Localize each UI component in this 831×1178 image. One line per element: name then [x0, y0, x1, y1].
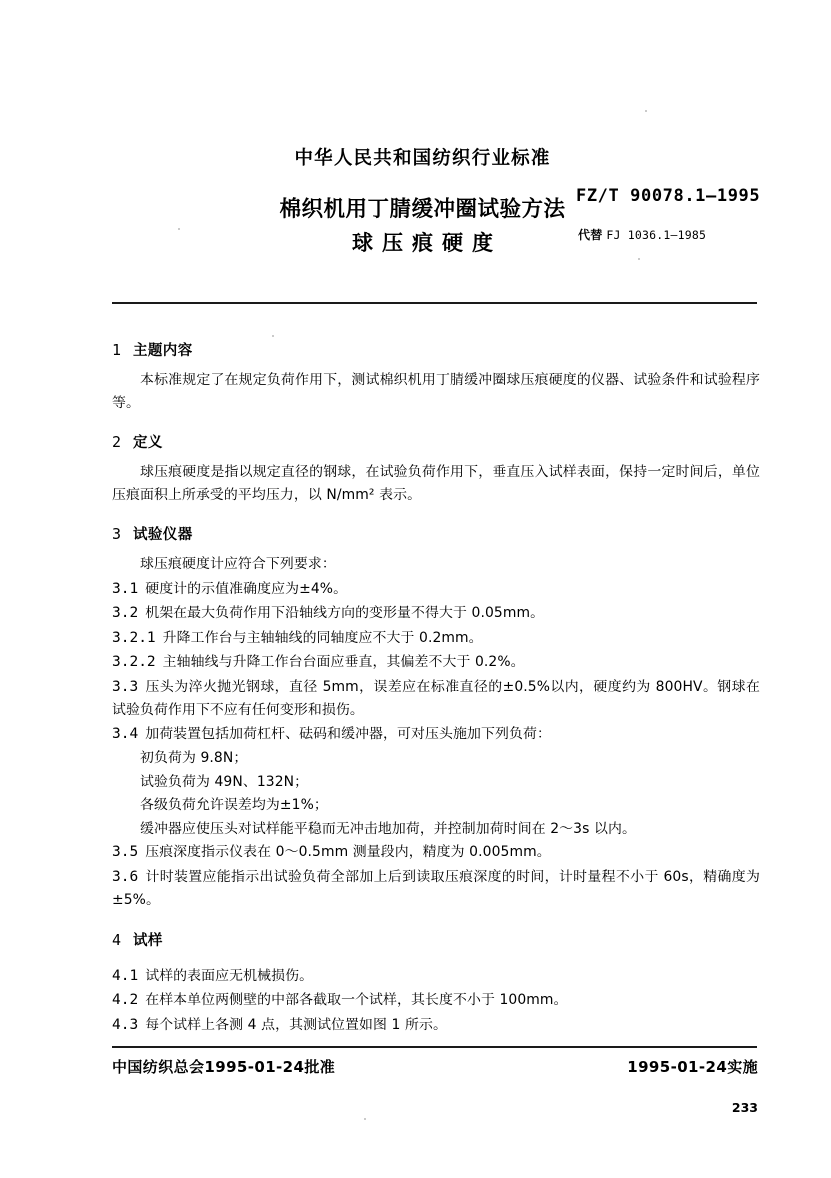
section-number: 2 — [112, 433, 122, 452]
clause-3-2-2 — [112, 651, 760, 674]
clause-number: 3.1 — [112, 580, 139, 597]
clause-number: 3.6 — [112, 868, 139, 885]
clause-number: 4.3 — [112, 1016, 139, 1033]
clause-number: 3.4 — [112, 725, 139, 742]
clause-3-4-item: 试验负荷为 49N、132N； — [140, 773, 309, 790]
header-divider — [112, 302, 757, 304]
section-title: 试样 — [133, 932, 163, 949]
section-2-paragraph: 球压痕硬度是指以规定直径的钢球，在试验负荷作用下，垂直压入试样表面，保持一定时间后，单位压痕面积上所承受的平均压力，以 N/mm² 表示。 — [112, 464, 760, 503]
clause-number: 3.5 — [112, 844, 139, 861]
section-number: 4 — [112, 930, 122, 949]
clause-text: 硬度计的示值准确度应为±4%。 — [145, 580, 348, 597]
section-heading-3 — [112, 523, 760, 544]
section-heading-2 — [112, 431, 760, 452]
approval-text: 中国纺织总会1995-01-24批准 — [112, 1058, 336, 1076]
clause-text: 在样本单位两侧壁的中部各截取一个试样，其长度不小于 100mm。 — [145, 992, 568, 1009]
section-number: 1 — [112, 341, 122, 359]
clause-3-2-1 — [112, 627, 760, 650]
document-footer — [112, 1056, 758, 1077]
clause-number: 3.2.2 — [112, 654, 156, 671]
page-number: 233 — [731, 1100, 758, 1115]
clause-number: 4.2 — [112, 992, 139, 1009]
page-subtitle: 球压痕硬度 — [352, 231, 502, 256]
scan-speck — [645, 110, 647, 112]
clause-3-4-item: 初负荷为 9.8N； — [140, 750, 248, 766]
footer-divider — [112, 1046, 757, 1048]
clause-text: 升降工作台与主轴轴线的同轴度应不大于 0.2mm。 — [162, 629, 483, 646]
section-heading-4 — [112, 929, 760, 950]
clause-3-5 — [112, 841, 760, 864]
standard-code: FZ/T 90078.1—1995 — [576, 186, 761, 206]
section-heading-1 — [112, 339, 760, 360]
clause-3-6 — [112, 866, 760, 912]
clause-3-4 — [112, 723, 760, 746]
document-header — [0, 148, 831, 257]
scan-speck — [638, 258, 640, 260]
clause-3-3 — [112, 676, 760, 722]
section-number: 3 — [112, 525, 122, 544]
replaces-code: FJ 1036.1—1985 — [606, 228, 707, 242]
implementation-text: 1995-01-24实施 — [627, 1058, 758, 1076]
page-title: 棉织机用丁腈缓冲圈试验方法 — [279, 197, 566, 223]
clause-text: 计时装置应能指示出试验负荷全部加上后到读取压痕深度的时间，计时量程不小于 60s，精确度为±5%。 — [112, 868, 760, 909]
clause-3-4-item: 各级负荷允许误差均为±1%； — [140, 797, 328, 814]
section-title: 定义 — [133, 435, 163, 452]
clause-3-4-item: 缓冲器应使压头对试样能平稳而无冲击地加荷，并控制加荷时间在 2～3s 以内。 — [140, 820, 636, 837]
clause-number: 3.3 — [112, 678, 139, 695]
clause-4-1 — [112, 965, 760, 988]
section-1-paragraph: 本标准规定了在规定负荷作用下，测试棉织机用丁腈缓冲圈球压痕硬度的仪器、试验条件和试验程序等。 — [112, 372, 760, 411]
clause-text: 压头为淬火抛光钢球，直径 5mm，误差应在标准直径的±0.5%以内，硬度约为 800HV。钢球在试验负荷作用下不应有任何变形和损伤。 — [112, 678, 760, 718]
clause-text: 机架在最大负荷作用下沿轴线方向的变形量不得大于 0.05mm。 — [145, 605, 545, 622]
clause-number: 3.2 — [112, 605, 139, 622]
clause-4-2 — [112, 989, 760, 1012]
clause-text: 加荷装置包括加荷杠杆、砝码和缓冲器，可对压头施加下列负荷： — [145, 725, 551, 742]
clause-text: 试样的表面应无机械损伤。 — [145, 967, 314, 984]
section-title: 试验仪器 — [133, 527, 193, 544]
clause-text: 每个试样上各测 4 点，其测试位置如图 1 所示。 — [145, 1016, 447, 1033]
issuing-body: 中华人民共和国纺织行业标准 — [294, 148, 551, 169]
replaces-label: 代替 — [578, 228, 603, 242]
section-title: 主题内容 — [133, 343, 193, 359]
scan-speck — [364, 1118, 366, 1120]
clause-3-1 — [112, 578, 760, 601]
document-body — [112, 322, 760, 1038]
clause-text: 压痕深度指示仪表在 0～0.5mm 测量段内，精度为 0.005mm。 — [145, 844, 551, 861]
clause-4-3 — [112, 1014, 760, 1037]
clause-number: 3.2.1 — [112, 629, 156, 646]
section-3-lead: 球压痕硬度计应符合下列要求： — [140, 556, 336, 573]
clause-3-2 — [112, 602, 760, 625]
clause-number: 4.1 — [112, 967, 139, 984]
clause-text: 主轴轴线与升降工作台台面应垂直，其偏差不大于 0.2%。 — [162, 654, 525, 671]
replaces-line — [578, 226, 706, 243]
